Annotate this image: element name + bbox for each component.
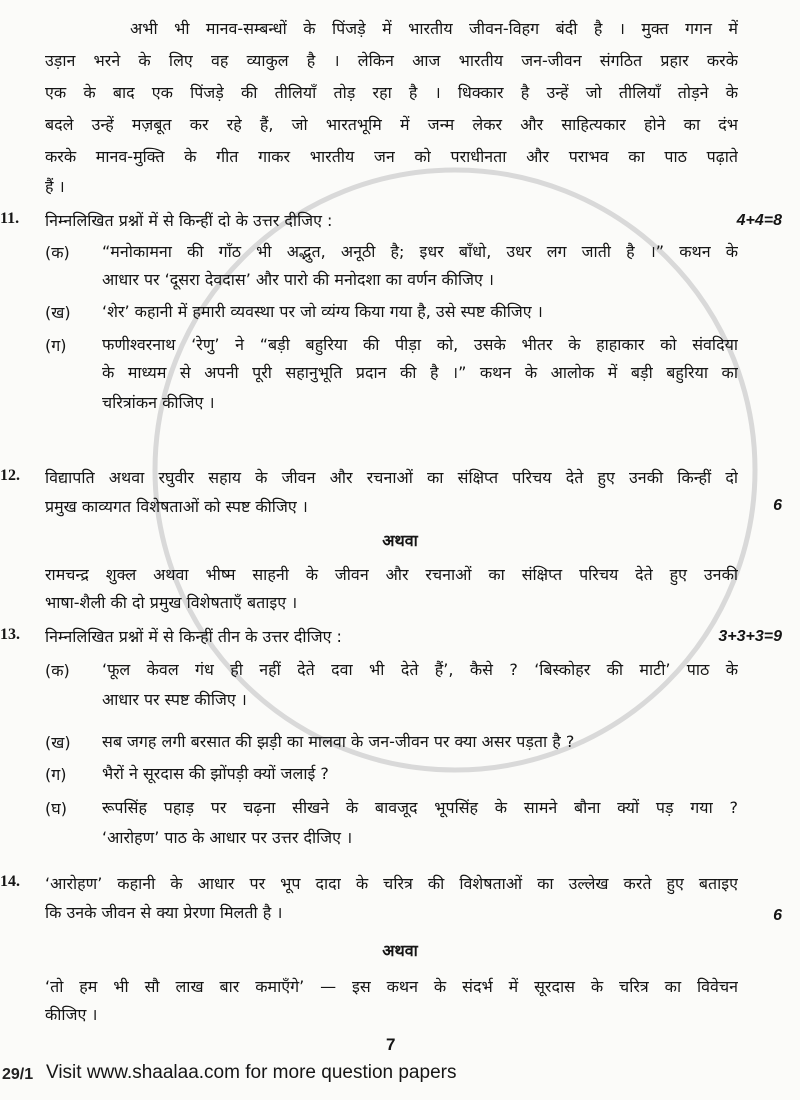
- part-line: “मनोकामना की गाँठ भी अद्भुत, अनूठी है; इधर बाँधो, उधर लग जाती है ।” कथन के: [102, 242, 738, 261]
- paper-code: 29/1: [2, 1066, 34, 1083]
- question-text: निम्नलिखित प्रश्नों में से किन्हीं तीन के उत्तर दीजिए :: [45, 627, 342, 646]
- question-marks: 3+3+3=9: [718, 628, 782, 645]
- part-label: (ग): [45, 765, 67, 784]
- question-line: कि उनके जीवन से क्या प्रेरणा मिलती है ।: [45, 903, 283, 922]
- question-line: प्रमुख काव्यगत विशेषताओं को स्पष्ट कीजिए ।: [45, 497, 308, 516]
- passage-line: अभी भी मानव-सम्बन्धों के पिंजड़े में भारतीय जीवन-विहग बंदी है । मुक्त गगन में: [130, 19, 738, 38]
- part-line: के माध्यम से अपनी पूरी सहानुभूति प्रदान की है ।” कथन के आलोक में बड़ी बहुरिया का: [102, 363, 738, 382]
- question-number: 12.: [0, 467, 20, 484]
- part-line: फणीश्वरनाथ ‘रेणु’ ने “बड़ी बहुरिया की पीड़ा को, उसके भीतर के हाहाकार को संवदिया: [102, 335, 738, 354]
- part-line: ‘आरोहण’ पाठ के आधार पर उत्तर दीजिए ।: [102, 828, 353, 847]
- part-label: (घ): [45, 799, 67, 818]
- question-line: विद्यापति अथवा रघुवीर सहाय के जीवन और रचनाओं का संक्षिप्त परिचय देते हुए उनकी किन्हीं दो: [45, 468, 738, 487]
- question-marks: 6: [773, 497, 782, 514]
- question-line: ‘तो हम भी सौ लाख बार कमाएँगे’ — इस कथन के संदर्भ में सूरदास के चरित्र का विवेचन: [45, 977, 738, 996]
- passage-line: उड़ान भरने के लिए वह व्याकुल है । लेकिन आज भारतीय जन-जीवन संगठित प्रहार करके: [45, 51, 738, 70]
- question-number: 13.: [0, 626, 20, 643]
- part-label: (क): [45, 243, 70, 262]
- part-label: (ग): [45, 336, 67, 355]
- passage-line: हैं ।: [45, 177, 65, 196]
- question-marks: 4+4=8: [736, 212, 782, 229]
- part-line: आधार पर ‘दूसरा देवदास’ और पारो की मनोदशा का वर्णन कीजिए ।: [102, 270, 494, 289]
- part-line: भैरों ने सूरदास की झोंपड़ी क्यों जलाई ?: [102, 764, 329, 783]
- or-label: अथवा: [382, 531, 418, 550]
- question-line: कीजिए ।: [45, 1005, 98, 1024]
- part-label: (ख): [45, 733, 71, 752]
- question-marks: 6: [773, 907, 782, 924]
- question-number: 14.: [0, 873, 20, 890]
- or-label: अथवा: [382, 941, 418, 960]
- part-line: चरित्रांकन कीजिए ।: [102, 393, 215, 412]
- passage-line: करके मानव-मुक्ति के गीत गाकर भारतीय जन को पराधीनता और पराभव का पाठ पढ़ाते: [45, 147, 738, 166]
- passage-line: एक के बाद एक पिंजड़े की तीलियाँ तोड़ रहा है । धिक्कार है उन्हें जो तीलियाँ तोड़ने के: [45, 83, 738, 102]
- question-line: रामचन्द्र शुक्ल अथवा भीष्म साहनी के जीवन और रचनाओं का संक्षिप्त परिचय देते हुए उनकी: [45, 565, 738, 584]
- part-line: ‘फूल केवल गंध ही नहीं देते दवा भी देते हैं’, कैसे ? ‘बिस्कोहर की माटी’ पाठ के: [102, 660, 738, 679]
- question-line: भाषा-शैली की दो प्रमुख विशेषताएँ बताइए ।: [45, 593, 298, 612]
- question-line: ‘आरोहण’ कहानी के आधार पर भूप दादा के चरित्र की विशेषताओं का उल्लेख करते हुए बताइए: [45, 874, 738, 893]
- part-line: आधार पर स्पष्ट कीजिए ।: [102, 690, 247, 709]
- question-number: 11.: [0, 210, 20, 227]
- question-text: निम्नलिखित प्रश्नों में से किन्हीं दो के उत्तर दीजिए :: [45, 211, 333, 230]
- part-line: सब जगह लगी बरसात की झड़ी का मालवा के जन-जीवन पर क्या असर पड़ता है ?: [102, 732, 575, 751]
- page-number: 7: [386, 1035, 396, 1054]
- part-label: (क): [45, 661, 70, 680]
- passage-line: बदले उन्हें मज़बूत कर रहे हैं, जो भारतभूमि में जन्म लेकर और साहित्यकार होने का दंभ: [45, 115, 738, 134]
- visit-link[interactable]: Visit www.shaalaa.com for more question papers: [46, 1062, 457, 1083]
- part-label: (ख): [45, 303, 71, 322]
- part-line: ‘शेर’ कहानी में हमारी व्यवस्था पर जो व्यंग्य किया गया है, उसे स्पष्ट कीजिए ।: [102, 302, 543, 321]
- part-line: रूपसिंह पहाड़ पर चढ़ना सीखने के बावजूद भूपसिंह के सामने बौना क्यों पड़ गया ?: [102, 798, 738, 817]
